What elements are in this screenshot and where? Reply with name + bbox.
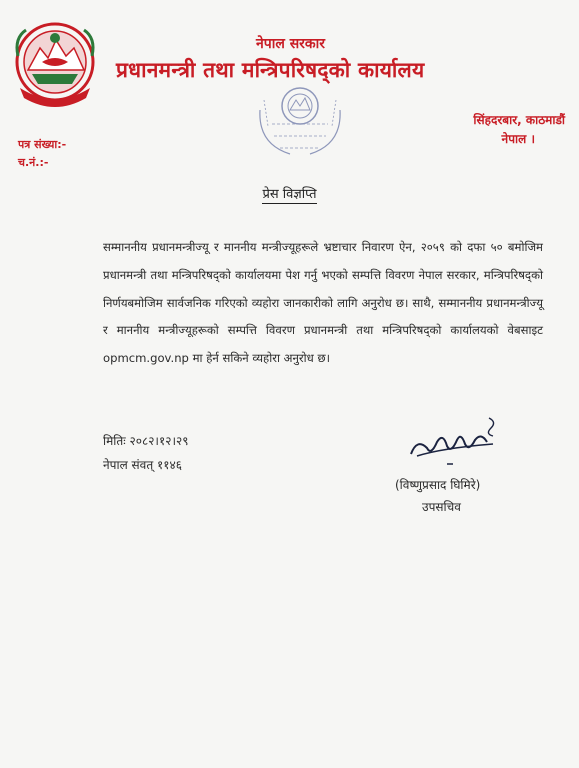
press-release-heading: प्रेस विज्ञप्ति bbox=[262, 187, 317, 202]
address-line-1: सिंहदरबार, काठमाडौं bbox=[473, 113, 565, 127]
office-stamp-icon bbox=[250, 80, 350, 164]
government-name: नेपाल सरकार bbox=[256, 36, 326, 52]
address-line-2: नेपाल । bbox=[501, 132, 535, 146]
office-name: प्रधानमन्त्री तथा मन्त्रिपरिषद्को कार्यालय bbox=[116, 58, 425, 82]
handwritten-signature bbox=[403, 412, 503, 472]
dispatch-number-label: च.नं.:- bbox=[18, 156, 49, 169]
signatory-name: (विष्णुप्रसाद घिमिरे) bbox=[395, 478, 481, 492]
signatory-designation: उपसचिव bbox=[422, 500, 461, 514]
nepal-sambat-date: नेपाल संवत् ११४६ bbox=[103, 458, 182, 472]
reference-number-label: पत्र संख्या:- bbox=[18, 138, 67, 151]
nepal-emblem-icon bbox=[12, 18, 98, 114]
press-release-body: सम्माननीय प्रधानमन्त्रीज्यू र माननीय मन्त्रीज्यूहरूले भ्रष्टाचार निवारण ऐन, २०५९ को दफा ५० बमोजिम प्रधानमन्त्री तथा मन्त्रिपरिषद्को कार्यालयमा पेश गर्नु भएको सम्पत्ति विवरण नेपाल सरकार, मन्त्रिपरिषद्को निर्णयबमोजिम सार्वजनिक गरिएको व्यहोरा जानकारीको लागि अनुरोध छ। साथै, सम्माननीय प्रधानमन्त्रीज्यू र माननीय मन्त्रीज्यूहरूको सम्पत्ति विवरण प्रधानमन्त्री तथा मन्त्रिपरिषद्को कार्यालयको वेबसाइट opmcm.gov.np मा हेर्न सकिने व्यहोरा अनुरोध छ। bbox=[103, 240, 543, 366]
date-bs: मितिः २०८२।१२।२९ bbox=[103, 434, 189, 448]
